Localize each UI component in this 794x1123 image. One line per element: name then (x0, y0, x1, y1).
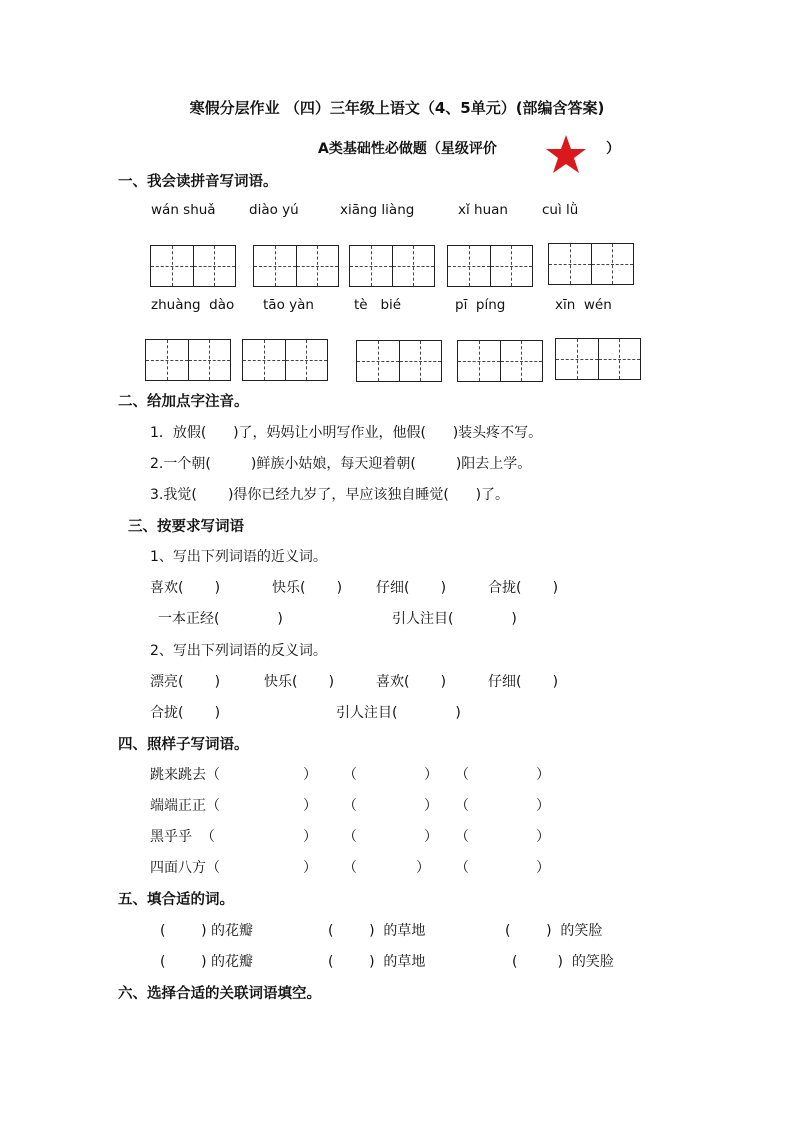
paren: （ (343, 798, 357, 814)
fill-blank: ( ) 的花瓣 (160, 954, 253, 970)
word-blank: 引人注目( ) (336, 705, 461, 721)
section-4-heading: 四、照样子写词语。 (118, 737, 249, 753)
section-5-heading: 五、填合适的词。 (118, 892, 234, 908)
writing-grid[interactable] (548, 243, 634, 285)
writing-grid[interactable] (150, 245, 236, 287)
subtitle-close-paren: ） (606, 141, 620, 157)
paren: ） (424, 767, 438, 783)
paren: （ (343, 860, 357, 876)
paren: ） (536, 860, 550, 876)
section-2-heading: 二、给加点字注音。 (118, 394, 249, 410)
fill-blank: ( ) 的笑脸 (512, 954, 614, 970)
fill-blank: ( ) 的花瓣 (160, 923, 253, 939)
paren: ） (536, 767, 550, 783)
word-blank: 合拢( ) (488, 580, 559, 596)
paren: ） (424, 829, 438, 845)
fill-blank: ( ) 的笑脸 (505, 923, 603, 939)
fill-blank: ( ) 的草地 (328, 954, 426, 970)
word-blank: 一本正经( ) (158, 611, 283, 627)
paren: （ (343, 767, 357, 783)
word-blank: 仔细( ) (376, 580, 447, 596)
pinyin-2: diào yú (249, 202, 299, 218)
pinyin-10: xīn wén (555, 297, 612, 313)
word-blank: 喜欢( ) (376, 674, 447, 690)
pinyin-7: tāo yàn (263, 297, 314, 313)
paren: ） (303, 860, 317, 876)
pinyin-9: pī píng (455, 297, 506, 313)
pinyin-3: xiāng liàng (340, 202, 415, 218)
paren: ） (536, 798, 550, 814)
paren: ） (303, 829, 317, 845)
writing-grid[interactable] (145, 339, 231, 381)
writing-grid[interactable] (349, 245, 435, 287)
word-blank: 合拢( ) (150, 705, 221, 721)
pinyin-5: cuì lǜ (542, 202, 579, 218)
word-blank: 漂亮( ) (150, 674, 221, 690)
section-subtitle: A类基础性必做题（星级评价 (318, 141, 497, 157)
fill-blank: ( ) 的草地 (328, 923, 426, 939)
paren: （ (455, 829, 469, 845)
writing-grid[interactable] (253, 245, 339, 287)
question-prompt: 2、写出下列词语的反义词。 (150, 643, 327, 659)
paren: （ (343, 829, 357, 845)
writing-grid[interactable] (447, 245, 533, 287)
pattern-word: 跳来跳去（ (150, 767, 220, 783)
pattern-word: 端端正正（ (150, 798, 220, 814)
question-line: 2.一个朝( )鲜族小姑娘，每天迎着朝( )阳去上学。 (150, 456, 532, 472)
writing-grid[interactable] (457, 340, 543, 382)
pinyin-4: xǐ huan (458, 202, 508, 218)
word-blank: 喜欢( ) (150, 580, 221, 596)
word-blank: 快乐( ) (272, 580, 343, 596)
word-blank: 仔细( ) (488, 674, 559, 690)
section-3-heading: 三、按要求写词语 (128, 519, 244, 535)
paren: ） (303, 767, 317, 783)
writing-grid[interactable] (242, 339, 328, 381)
question-line: 3.我觉( )得你已经九岁了，早应该独自睡觉( )了。 (150, 487, 510, 503)
paren: （ (455, 767, 469, 783)
red-star-icon (545, 134, 587, 174)
pinyin-8: tè bié (354, 297, 402, 313)
section-6-heading: 六、选择合适的关联词语填空。 (118, 986, 321, 1002)
question-prompt: 1、写出下列词语的近义词。 (150, 549, 327, 565)
writing-grid[interactable] (356, 340, 442, 382)
paren: ） (536, 829, 550, 845)
paren: ） (424, 798, 438, 814)
question-line: 1．放假( )了，妈妈让小明写作业，他假( )装头疼不写。 (150, 425, 543, 441)
paren: ） (416, 860, 430, 876)
page-title: 寒假分层作业 （四）三年级上语文（4、5单元）(部编含答案) (189, 99, 605, 117)
pinyin-1: wán shuǎ (151, 202, 216, 218)
word-blank: 引人注目( ) (392, 611, 517, 627)
section-1-heading: 一、我会读拼音写词语。 (118, 174, 278, 190)
word-blank: 快乐( ) (264, 674, 335, 690)
paren: （ (455, 798, 469, 814)
pattern-word: 四面八方（ (150, 860, 220, 876)
writing-grid[interactable] (555, 338, 641, 380)
pattern-word: 黑乎乎 （ (150, 829, 215, 845)
paren: （ (455, 860, 469, 876)
pinyin-6: zhuàng dào (151, 297, 235, 313)
paren: ） (303, 798, 317, 814)
